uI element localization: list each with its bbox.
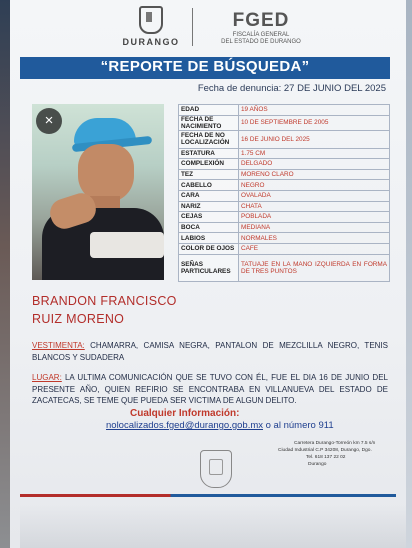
detail-row [179, 148, 390, 159]
clothing-paragraph [32, 340, 388, 363]
close-icon: × [44, 112, 54, 129]
address-line2: Ciudad Industrial C.P 34208, Durango, Dgo. [278, 448, 372, 453]
detail-value: NEGRO [239, 180, 390, 191]
detail-label: COMPLEXIÓN [179, 159, 239, 170]
fged-line2: DEL ESTADO DE DURANGO [221, 39, 301, 45]
detail-row [179, 190, 390, 201]
footer-divider [20, 494, 396, 497]
detail-row [179, 180, 390, 191]
detail-value: OVALADA [239, 190, 390, 201]
detail-value: NORMALES [239, 233, 390, 244]
location-paragraph [32, 372, 388, 407]
contact-email-link[interactable]: nolocalizados.fged@durango.gob.mx [106, 420, 263, 431]
detail-label: TEZ [179, 169, 239, 180]
report-title: “REPORTE DE BÚSQUEDA” [100, 58, 310, 75]
report-date: Fecha de denuncia: 27 DE JUNIO DEL 2025 [197, 83, 386, 94]
header-divider [192, 8, 193, 46]
detail-row [179, 212, 390, 223]
detail-label: EDAD [179, 105, 239, 116]
person-name-line1: BRANDON FRANCISCO [32, 294, 177, 308]
clothing-text: CHAMARRA, CAMISA NEGRA, PANTALON DE MEZCLILLA NEGRO, TENIS BLANCOS Y SUDADERA [32, 341, 388, 362]
close-button[interactable] [36, 108, 62, 134]
bottom-shadow [20, 505, 406, 548]
fged-logo [206, 10, 316, 46]
clothing-label: VESTIMENTA: [32, 341, 85, 350]
detail-value: POBLADA [239, 212, 390, 223]
detail-label: LABIOS [179, 233, 239, 244]
durango-logo-text: DURANGO [122, 37, 180, 47]
detail-row [179, 169, 390, 180]
detail-label: NARIZ [179, 201, 239, 212]
location-label: LUGAR: [32, 373, 62, 382]
detail-row [179, 222, 390, 233]
address-line1: Carretera Durango-Torreón km 7.5 s/n [294, 441, 376, 446]
contact-phone-number: 911 [318, 420, 334, 431]
detail-value: 19 AÑOS [239, 105, 390, 116]
contact-cta: Cualquier Información: [130, 408, 240, 419]
detail-row [179, 233, 390, 244]
missing-person-photo [32, 104, 164, 280]
address-line4: Durango [308, 462, 327, 467]
contact-connector: o al número [263, 420, 319, 431]
fged-acronym: FGED [232, 10, 290, 31]
detail-label: FECHA DE NACIMIENTO [179, 115, 239, 130]
location-text: LA ULTIMA COMUNICACIÓN QUE SE TUVO CON ÉL, FUE EL DIA 16 DE JUNIO DEL PRESENTE AÑO, QUIEN REFIRIO SE ENCONTRABA EN VILLANUEVA DEL ESTADO DE ZACATECAS, SE TEME QUE PUEDA SER VICTIMA DE ALGUN DELITO. [32, 373, 388, 406]
person-name-line2: RUIZ MORENO [32, 312, 125, 326]
details-table [178, 104, 390, 282]
detail-value: MEDIANA [239, 222, 390, 233]
durango-logo [114, 6, 188, 47]
detail-row [179, 105, 390, 116]
detail-label: CABELLO [179, 180, 239, 191]
contact-line [106, 420, 334, 431]
detail-row [179, 159, 390, 170]
detail-label: ESTATURA [179, 148, 239, 159]
detail-row [179, 130, 390, 148]
detail-label: SEÑAS PARTICULARES [179, 254, 239, 281]
detail-value: CHATA [239, 201, 390, 212]
detail-label: COLOR DE OJOS [179, 243, 239, 254]
detail-row [179, 243, 390, 254]
detail-label: FECHA DE NO LOCALIZACIÓN [179, 130, 239, 148]
detail-row [179, 115, 390, 130]
detail-label: CEJAS [179, 212, 239, 223]
detail-label: CARA [179, 190, 239, 201]
address-line3: Tel. 618 137 22 02 [306, 455, 346, 460]
detail-value: TATUAJE EN LA MANO IZQUIERDA EN FORMA DE TRES PUNTOS [239, 254, 390, 281]
poster [10, 0, 406, 548]
detail-row [179, 254, 390, 281]
detail-row [179, 201, 390, 212]
address-block [278, 440, 393, 468]
detail-value: 1.75 CM [239, 148, 390, 159]
report-banner [20, 57, 390, 79]
detail-label: BOCA [179, 222, 239, 233]
detail-value: 10 DE SEPTIEMBRE DE 2005 [239, 115, 390, 130]
durango-shield-icon [139, 6, 163, 34]
fged-line1: FISCALÍA GENERAL [232, 32, 290, 38]
detail-value: DELGADO [239, 159, 390, 170]
photo-shirt-print [90, 232, 164, 258]
detail-value: MORENO CLARO [239, 169, 390, 180]
person-name [32, 292, 232, 328]
state-seal-icon [200, 450, 232, 488]
detail-value: CAFE [239, 243, 390, 254]
detail-value: 16 DE JUNIO DEL 2025 [239, 130, 390, 148]
